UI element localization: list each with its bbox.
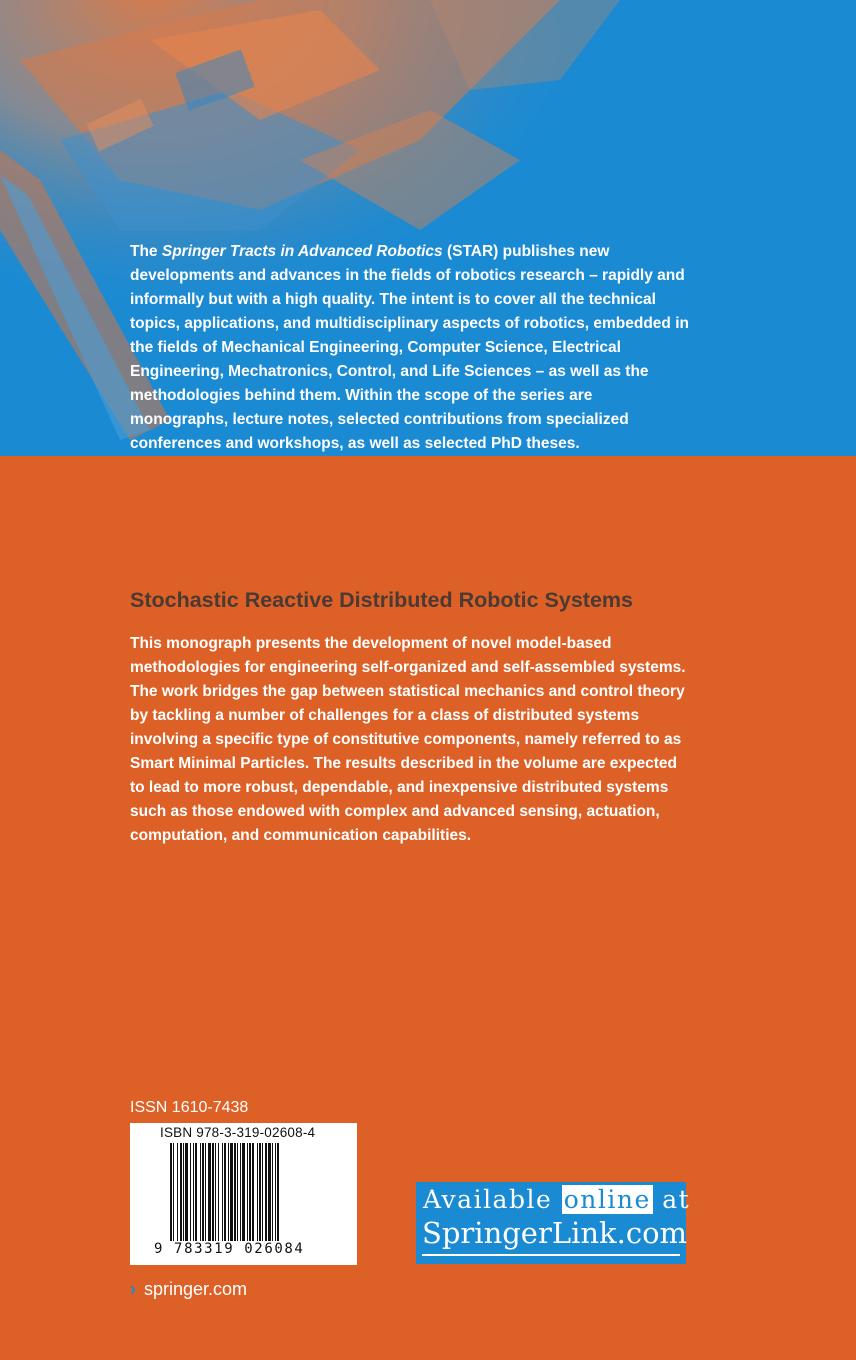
barcode-bar <box>218 1143 219 1241</box>
available-text: Available <box>423 1185 553 1214</box>
barcode-bar <box>212 1143 214 1241</box>
barcode-bar <box>202 1143 204 1241</box>
barcode-bar <box>237 1143 238 1241</box>
barcode-bar <box>183 1143 184 1241</box>
issn: ISSN 1610-7438 <box>130 1099 249 1116</box>
barcode-bar <box>205 1143 206 1241</box>
barcode-bar <box>275 1143 276 1241</box>
chevron-right-icon: › <box>130 1279 136 1299</box>
series-description <box>130 240 690 456</box>
barcode-bar <box>222 1143 223 1241</box>
barcode-bar <box>247 1143 248 1241</box>
at-text: at <box>662 1185 691 1214</box>
barcode-bar <box>180 1143 182 1241</box>
springerlink-badge[interactable] <box>416 1182 691 1264</box>
barcode-bar <box>228 1143 229 1241</box>
series-description-text: (STAR) publishes new developments and advances in the fields of robotics research – rapidly and informally but with a high quality. The intent is to cover all the technical topics, applications, and multidisciplinary aspects of robotics, embedded in the fields of Mechanical Engineering, Computer Science, Electrical Engineering, Mechatronics, Control, and Life Sciences – as well as the methodologies behind them. Within the scope of the series are monographs, lecture notes, selected contributions from specialized conferences and workshops, as well as selected PhD theses. <box>130 243 689 452</box>
isbn-label: ISBN 978-3-319-02608-4 <box>160 1125 316 1140</box>
barcode-bar <box>234 1143 236 1241</box>
barcode-bar <box>252 1143 254 1241</box>
barcode-bar <box>224 1143 226 1241</box>
barcode-bar <box>193 1143 194 1241</box>
barcode-bar <box>277 1143 279 1241</box>
springerlink-tagline <box>423 1185 690 1214</box>
barcode-bar <box>240 1143 241 1241</box>
barcode-bar <box>185 1143 188 1241</box>
springerlink-underline <box>422 1254 680 1256</box>
barcode-bar <box>195 1143 197 1241</box>
springer-url: springer.com <box>144 1279 248 1299</box>
isbn-barcode <box>130 1123 357 1265</box>
barcode-bars <box>170 1143 317 1241</box>
barcode-bar <box>215 1143 216 1241</box>
series-prefix: The <box>130 243 162 260</box>
barcode-bar <box>262 1143 263 1241</box>
barcode-bar <box>208 1143 211 1241</box>
book-abstract: This monograph presents the development of novel model-based methodologies for engineering self-organized and self-assembled systems. The work bridges the gap between statistical mechanics and control theory by tackling a number of challenges for a class of distributed systems involving a specific type of constitutive components, namely referred to as Smart Minimal Particles. The results described in the volume are expected to lead to more robust, dependable, and inexpensive distributed systems such as those endowed with complex and advanced sensing, actuation, computation, and communication capabilities. <box>130 635 686 844</box>
online-text: online <box>563 1185 651 1214</box>
barcode-bar <box>265 1143 267 1241</box>
barcode-digits: 9 783319 026084 <box>154 1241 305 1257</box>
barcode-bar <box>259 1143 261 1241</box>
barcode-bar <box>268 1143 271 1241</box>
barcode-bar <box>170 1143 172 1241</box>
barcode-bar <box>242 1143 245 1241</box>
barcode-bar <box>249 1143 251 1241</box>
barcode-bar <box>257 1143 258 1241</box>
book-title: Stochastic Reactive Distributed Robotic Systems <box>130 588 634 612</box>
springer-website-link[interactable] <box>130 1279 247 1300</box>
barcode-bar <box>200 1143 201 1241</box>
barcode-bar <box>177 1143 178 1241</box>
series-name: Springer Tracts in Advanced Robotics <box>161 243 443 260</box>
barcode-bar <box>230 1143 233 1241</box>
barcode-bar <box>190 1143 191 1241</box>
barcode-bar <box>272 1143 273 1241</box>
springerlink-site: SpringerLink.com <box>422 1216 688 1250</box>
barcode-bar <box>173 1143 174 1241</box>
